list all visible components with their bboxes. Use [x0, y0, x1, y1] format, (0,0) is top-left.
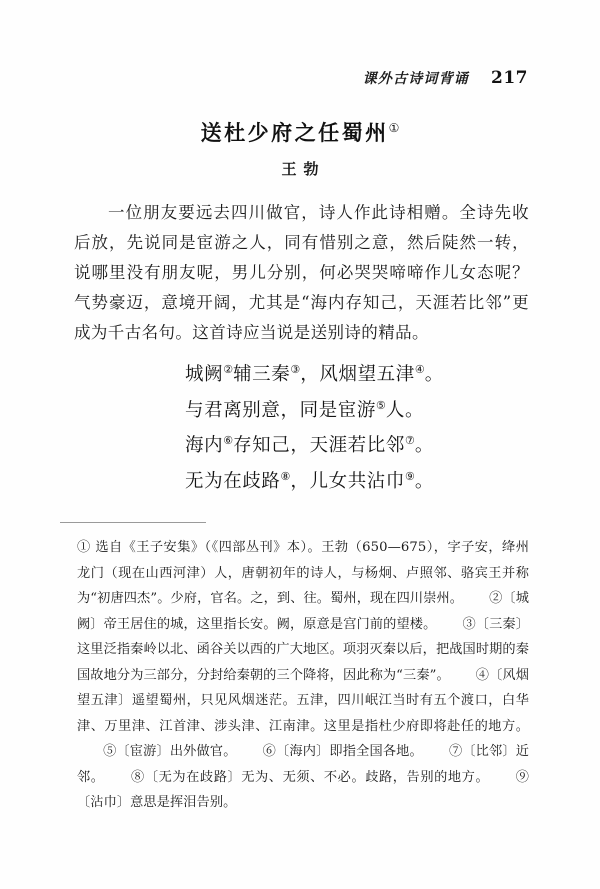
footnote-separator-rule	[60, 522, 206, 523]
footnote-mark: ⑥	[262, 744, 277, 759]
footnote-mark: ③	[462, 616, 476, 632]
poem-title	[0, 117, 600, 147]
poem-line-segment: 与君离别意，同是宦游	[185, 399, 377, 421]
footnote-entry	[77, 540, 529, 606]
page-number: 217	[491, 68, 528, 88]
footnote-marker-4: ④	[414, 363, 425, 376]
footnote-marker-3: ③	[290, 363, 301, 376]
footnote-marker-7: ⑦	[404, 434, 415, 448]
poem-line	[185, 355, 444, 391]
footnote-text: 〔海内〕即指全国各地。	[276, 744, 423, 759]
footnote-text: 〔比邻〕近邻。	[77, 744, 530, 785]
footnote-mark: ⑨	[515, 769, 529, 785]
poem-line	[185, 391, 444, 427]
poem-line-segment: 。	[414, 471, 434, 493]
footnote-marker-5: ⑤	[376, 398, 386, 412]
poem-body	[185, 355, 444, 498]
poem-line-segment: 海内	[185, 435, 224, 457]
footnote-text: 选自《王子安集》（《四部丛刊》本）。王勃（650—675），字子安，绛州龙门（现在山西河津）人，唐朝初年的诗人，与杨炯、卢照邻、骆宾王并称为“初唐四杰”。少府，官名。之，到、往。蜀州，现在四川崇州。	[77, 540, 529, 606]
footnote-mark: ⑦	[448, 744, 463, 759]
running-header	[363, 68, 528, 88]
introduction-paragraph: 一位朋友要远去四川做官，诗人作此诗相赠。全诗先收后放，先说同是宦游之人，同有惜别之意，然后陡然一转，说哪里没有朋友呢，男儿分别，何必哭哭啼啼作儿女态呢？气势豪迈，意境开阔，尤其是“海内存知己，天涯若比邻”更成为千古名句。这首诗应当说是送别诗的精品。	[74, 203, 529, 342]
poem-line-segment: 城阙	[185, 364, 224, 386]
poem-line-segment: 。	[424, 364, 444, 386]
poem-title-text: 送杜少府之任蜀州	[200, 120, 389, 145]
footnote-text: 〔城阙〕帝王居住的城，这里指长安。阙，原意是宫门前的望楼。	[77, 591, 529, 632]
footnote-mark: ①	[77, 540, 91, 555]
poem-author: 王勃	[281, 160, 326, 178]
footnote-marker-9: ⑨	[405, 469, 415, 483]
poem-line-segment: ，儿女共沾巾	[290, 471, 405, 493]
footnote-entry	[131, 770, 490, 785]
poem-line-segment: 。	[414, 435, 434, 457]
footnote-text: 〔三秦〕这里泛指秦岭以北、函谷关以西的广大地区。项羽灭秦以后，把战国时期的秦国故地分为三部分，分封给秦朝的三个降将，因此称为“三秦”。	[77, 616, 529, 683]
footnote-text: 〔沾巾〕意思是挥泪告别。	[77, 795, 237, 810]
header-title: 课外古诗词背诵	[362, 71, 469, 87]
footnote-mark: ④	[475, 667, 490, 683]
footnote-text: 〔无为在歧路〕无为、无须、不必。歧路，告别的地方。	[144, 769, 490, 785]
footnote-text: 〔风烟望五津〕遥望蜀州，只见风烟迷茫。五津，四川岷江当时有五个渡口，白华津、万里津、江首津、涉头津、江南津。这里是指杜少府即将赴任的地方。	[77, 667, 529, 734]
poem-line-segment: 人。	[385, 399, 425, 421]
footnote-mark: ②	[489, 591, 503, 606]
poem-line	[185, 426, 444, 462]
footnote-text: 〔宦游〕出外做官。	[116, 744, 237, 759]
poem-line-segment: 存知己，天涯若比邻	[233, 435, 405, 457]
footnote-mark: ⑤	[103, 744, 117, 759]
poem-line	[185, 462, 444, 498]
footnote-marker-1: ①	[388, 121, 400, 135]
poem-line-segment: 辅三秦	[233, 364, 291, 386]
footnote-entry	[103, 744, 237, 759]
poem-line-segment: 无为在歧路	[185, 471, 281, 493]
footnote-entry	[263, 744, 423, 759]
footnotes-block	[77, 535, 529, 816]
footnote-marker-6: ⑥	[223, 434, 234, 448]
footnote-marker-8: ⑧	[280, 469, 291, 483]
footnote-marker-2: ②	[223, 363, 234, 376]
poem-line-segment: ，风烟望五津	[300, 364, 415, 386]
footnote-mark: ⑧	[130, 769, 145, 785]
